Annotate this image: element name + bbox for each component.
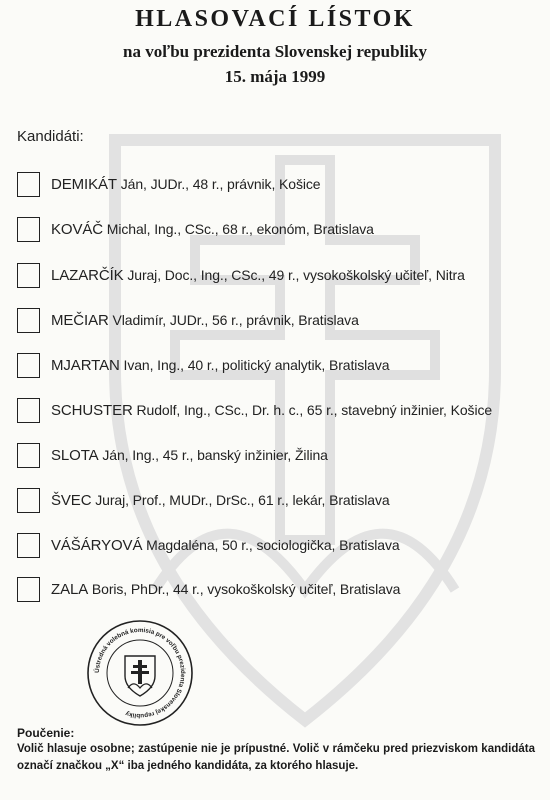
candidate-surname: SLOTA	[51, 446, 99, 464]
candidate-label	[51, 537, 400, 554]
candidate-details: Ján, JUDr., 48 r., právnik, Košice	[116, 175, 321, 192]
candidate-details: Juraj, Prof., MUDr., DrSc., 61 r., lekár, Bratislava	[91, 491, 390, 508]
candidate-label	[51, 267, 465, 284]
vote-checkbox[interactable]	[17, 398, 40, 423]
candidate-label	[51, 312, 359, 329]
candidate-label	[51, 447, 328, 464]
candidate-row	[17, 486, 390, 514]
vote-checkbox[interactable]	[17, 353, 40, 378]
candidate-details: Vladimír, JUDr., 56 r., právnik, Bratislava	[108, 311, 359, 328]
instructions-text: Volič hlasuje osobne; zastúpenie nie je prípustné. Volič v rámčeku pred priezviskom kandidáta označí značkou „X“ iba jedného kandidáta, za ktorého hlasuje.	[17, 743, 535, 772]
candidate-details: Michal, Ing., CSc., 68 r., ekonóm, Bratislava	[103, 220, 374, 237]
candidate-row	[17, 575, 400, 603]
candidate-surname: LAZARČÍK	[51, 266, 124, 284]
candidate-row	[17, 441, 328, 469]
instructions-heading: Poučenie:	[17, 726, 75, 740]
candidate-details: Ján, Ing., 45 r., banský inžinier, Žilina	[98, 446, 328, 463]
candidate-surname: SCHUSTER	[51, 401, 133, 419]
candidate-row	[17, 215, 374, 243]
candidate-row	[17, 351, 389, 379]
candidate-details: Boris, PhDr., 44 r., vysokoškolský učiteľ, Bratislava	[88, 580, 401, 597]
candidate-surname: DEMIKÁT	[51, 175, 117, 193]
candidates-heading: Kandidáti:	[17, 128, 84, 145]
ballot-title: HLASOVACÍ LÍSTOK	[135, 6, 415, 32]
candidate-details: Rudolf, Ing., CSc., Dr. h. c., 65 r., stavebný inžinier, Košice	[132, 401, 493, 418]
candidate-details: Magdaléna, 50 r., sociologička, Bratislava	[142, 536, 400, 553]
candidate-row	[17, 396, 492, 424]
candidate-surname: ŠVEC	[51, 491, 92, 509]
election-date: 15. mája 1999	[224, 67, 326, 86]
candidate-label	[51, 581, 400, 598]
official-seal-stamp	[85, 618, 195, 728]
candidate-label	[51, 176, 320, 193]
seal-text: Ústredná volebná komisia pre voľbu prezidenta Slovenskej republiky	[93, 626, 187, 720]
vote-checkbox[interactable]	[17, 488, 40, 513]
candidate-surname: MJARTAN	[51, 356, 120, 374]
vote-checkbox[interactable]	[17, 217, 40, 242]
candidate-row	[17, 261, 465, 289]
vote-checkbox[interactable]	[17, 443, 40, 468]
vote-checkbox[interactable]	[17, 533, 40, 558]
candidate-row	[17, 170, 320, 198]
candidate-surname: KOVÁČ	[51, 220, 104, 238]
candidate-surname: VÁŠÁRYOVÁ	[51, 536, 143, 554]
candidate-label	[51, 221, 374, 238]
candidate-label	[51, 402, 492, 419]
ballot-subtitle: na voľbu prezidenta Slovenskej republiky	[123, 42, 427, 61]
vote-checkbox[interactable]	[17, 577, 40, 602]
vote-checkbox[interactable]	[17, 172, 40, 197]
candidate-label	[51, 357, 389, 374]
candidate-row	[17, 531, 400, 559]
candidate-details: Juraj, Doc., Ing., CSc., 49 r., vysokoškolský učiteľ, Nitra	[123, 266, 465, 283]
candidate-surname: MEČIAR	[51, 311, 109, 329]
candidate-details: Ivan, Ing., 40 r., politický analytik, Bratislava	[119, 356, 390, 373]
candidate-row	[17, 306, 359, 334]
candidate-label	[51, 492, 390, 509]
vote-checkbox[interactable]	[17, 308, 40, 333]
vote-checkbox[interactable]	[17, 263, 40, 288]
candidate-surname: ZALA	[51, 580, 89, 598]
